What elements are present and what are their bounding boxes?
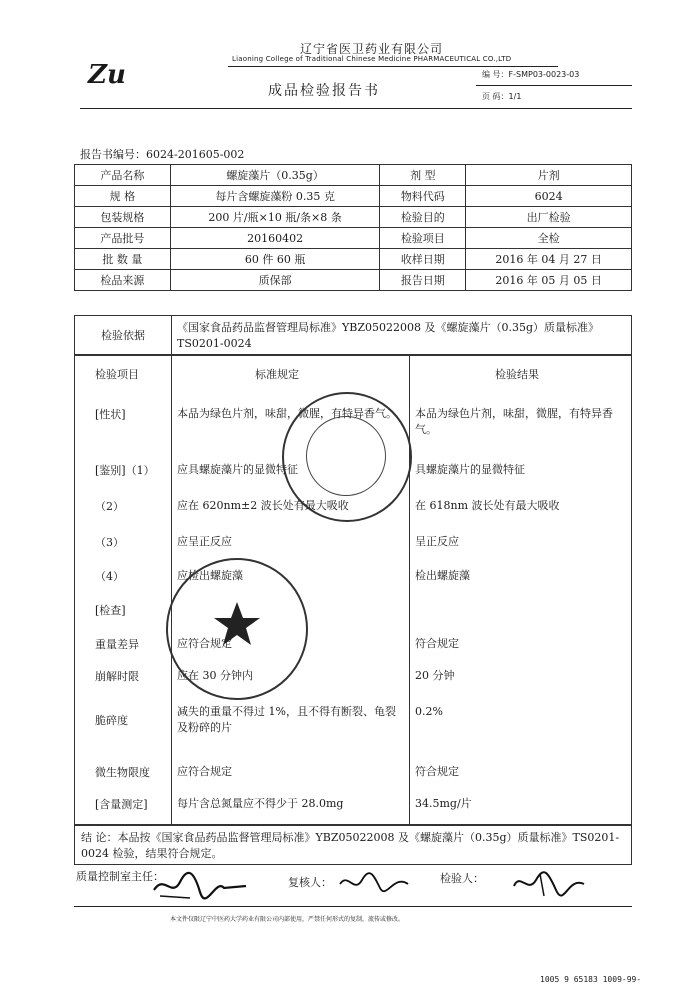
- test-item-name: 崩解时限: [95, 670, 139, 683]
- test-item-result: 符合规定: [415, 765, 459, 778]
- info-label: 检品来源: [75, 270, 171, 291]
- test-item-result: 34.5mg/片: [415, 797, 472, 810]
- info-value: 20160402: [170, 228, 380, 249]
- test-item-result: 呈正反应: [415, 535, 459, 548]
- test-item-standard: 应检出螺旋藻: [177, 569, 243, 582]
- seal-star-icon: [212, 600, 262, 650]
- test-item-standard: 每片含总氮量应不得少于 28.0mg: [177, 797, 344, 810]
- test-item-name: [含量测定]: [95, 798, 148, 811]
- test-item-name: （4）: [95, 570, 124, 583]
- info-label: 包装规格: [75, 207, 171, 228]
- reviewer-signature: [336, 868, 416, 898]
- info-label: 规 格: [75, 186, 171, 207]
- info-row: [75, 186, 632, 207]
- test-item-standard: 应呈正反应: [177, 535, 232, 548]
- test-item-standard: 应具螺旋藻片的显微特征: [177, 463, 298, 476]
- test-item-standard: 本品为绿色片剂，味甜，微腥，有特异香气。: [177, 407, 397, 420]
- report-title: 成品检验报告书: [268, 83, 380, 99]
- test-item-name: [鉴别]（1）: [95, 464, 155, 477]
- test-item-result: 具螺旋藻片的显微特征: [415, 463, 525, 476]
- info-row: [75, 249, 632, 270]
- column-divider: [171, 356, 172, 824]
- test-item-result: 检出螺旋藻: [415, 569, 470, 582]
- info-value: 2016 年 04 月 27 日: [466, 249, 632, 270]
- product-info-table: [74, 164, 632, 291]
- info-value: 6024: [466, 186, 632, 207]
- info-label: 物料代码: [380, 186, 466, 207]
- company-logo: Zu: [88, 60, 126, 90]
- test-item-name: [检查]: [95, 604, 126, 617]
- items-header-item: 检验项目: [95, 368, 139, 381]
- info-label: 检验目的: [380, 207, 466, 228]
- qa-manager-label: 质量控制室主任：: [76, 870, 164, 883]
- fax-footer: 1005 9 65183 1009-99-: [540, 975, 642, 984]
- info-row: [75, 207, 632, 228]
- inspector-signature: [510, 866, 590, 900]
- column-divider: [409, 356, 410, 824]
- footer-notice: 本文件仅限辽宁中医药大学药业有限公司内部使用，严禁任何形式的复制，流传或修改。: [170, 916, 405, 923]
- test-item-standard: 应在 620nm±2 波长处有最大吸收: [177, 499, 349, 512]
- info-row: [75, 270, 632, 291]
- company-seal: [166, 558, 308, 700]
- test-item-result: 在 618nm 波长处有最大吸收: [415, 499, 560, 512]
- info-value: 出厂检验: [466, 207, 632, 228]
- inspector-label: 检验人：: [440, 872, 484, 885]
- info-value: 2016 年 05 月 05 日: [466, 270, 632, 291]
- document-number: 编 号：F-SMP03-0023-03: [482, 70, 580, 79]
- test-item-name: （3）: [95, 536, 124, 549]
- header-bottom-rule: [80, 108, 632, 109]
- page-number: 页 码：1/1: [482, 92, 522, 101]
- info-label: 检验项目: [380, 228, 466, 249]
- test-basis: [74, 315, 632, 355]
- test-item-result: 0.2%: [415, 705, 443, 718]
- test-item-result: 20 分钟: [415, 669, 455, 682]
- info-value: 片剂: [466, 165, 632, 186]
- test-item-name: 脆碎度: [95, 714, 128, 727]
- qa-signature: [150, 868, 250, 902]
- info-value: 每片含螺旋藻粉 0.35 克: [170, 186, 380, 207]
- info-label: 批 数 量: [75, 249, 171, 270]
- test-item-name: 重量差异: [95, 638, 139, 651]
- info-label: 产品名称: [75, 165, 171, 186]
- test-basis-value: 《国家食品药品监督管理局标准》YBZ05022008 及《螺旋藻片（0.35g）质量标准》TS0201-0024: [177, 321, 600, 350]
- conclusion-text: 结 论：本品按《国家食品药品监督管理局标准》YBZ05022008 及《螺旋藻片（0.35g）质量标准》TS0201-0024 检验，结果符合规定。: [81, 831, 620, 860]
- test-item-result: 本品为绿色片剂，味甜，微腥，有特异香气。: [415, 407, 613, 436]
- reviewer-label: 复核人：: [288, 876, 332, 889]
- test-item-name: （2）: [95, 500, 124, 513]
- info-value: 全检: [466, 228, 632, 249]
- company-name-cn: 辽宁省医卫药业有限公司: [300, 42, 444, 56]
- info-row: [75, 165, 632, 186]
- test-item-name: 微生物限度: [95, 766, 150, 779]
- company-name-en: Liaoning College of Traditional Chinese Medicine PHARMACEUTICAL CO.,LTD: [232, 55, 512, 63]
- header-divider: [476, 85, 632, 86]
- qc-stamp: [282, 392, 412, 522]
- test-item-name: [性状]: [95, 408, 126, 421]
- items-header-standard: 标准规定: [255, 368, 299, 381]
- header-rule: [228, 66, 558, 67]
- footer-rule: [74, 906, 632, 907]
- info-label: 剂 型: [380, 165, 466, 186]
- test-item-standard: 减失的重量不得过 1%，且不得有断裂、龟裂及粉碎的片: [177, 705, 396, 734]
- info-row: [75, 228, 632, 249]
- info-label: 收样日期: [380, 249, 466, 270]
- test-basis-label: 检验依据: [75, 316, 172, 354]
- test-item-standard: 应在 30 分钟内: [177, 669, 253, 682]
- test-item-standard: 应符合规定: [177, 765, 232, 778]
- info-value: 60 件 60 瓶: [170, 249, 380, 270]
- info-value: 200 片/瓶×10 瓶/条×8 条: [170, 207, 380, 228]
- info-value: 螺旋藻片（0.35g）: [170, 165, 380, 186]
- report-number: 报告书编号：6024-201605-002: [80, 148, 245, 161]
- conclusion: [74, 825, 632, 865]
- test-item-result: 符合规定: [415, 637, 459, 650]
- info-label: 产品批号: [75, 228, 171, 249]
- info-label: 报告日期: [380, 270, 466, 291]
- info-value: 质保部: [170, 270, 380, 291]
- items-header-result: 检验结果: [495, 368, 539, 381]
- test-item-standard: 应符合规定: [177, 637, 232, 650]
